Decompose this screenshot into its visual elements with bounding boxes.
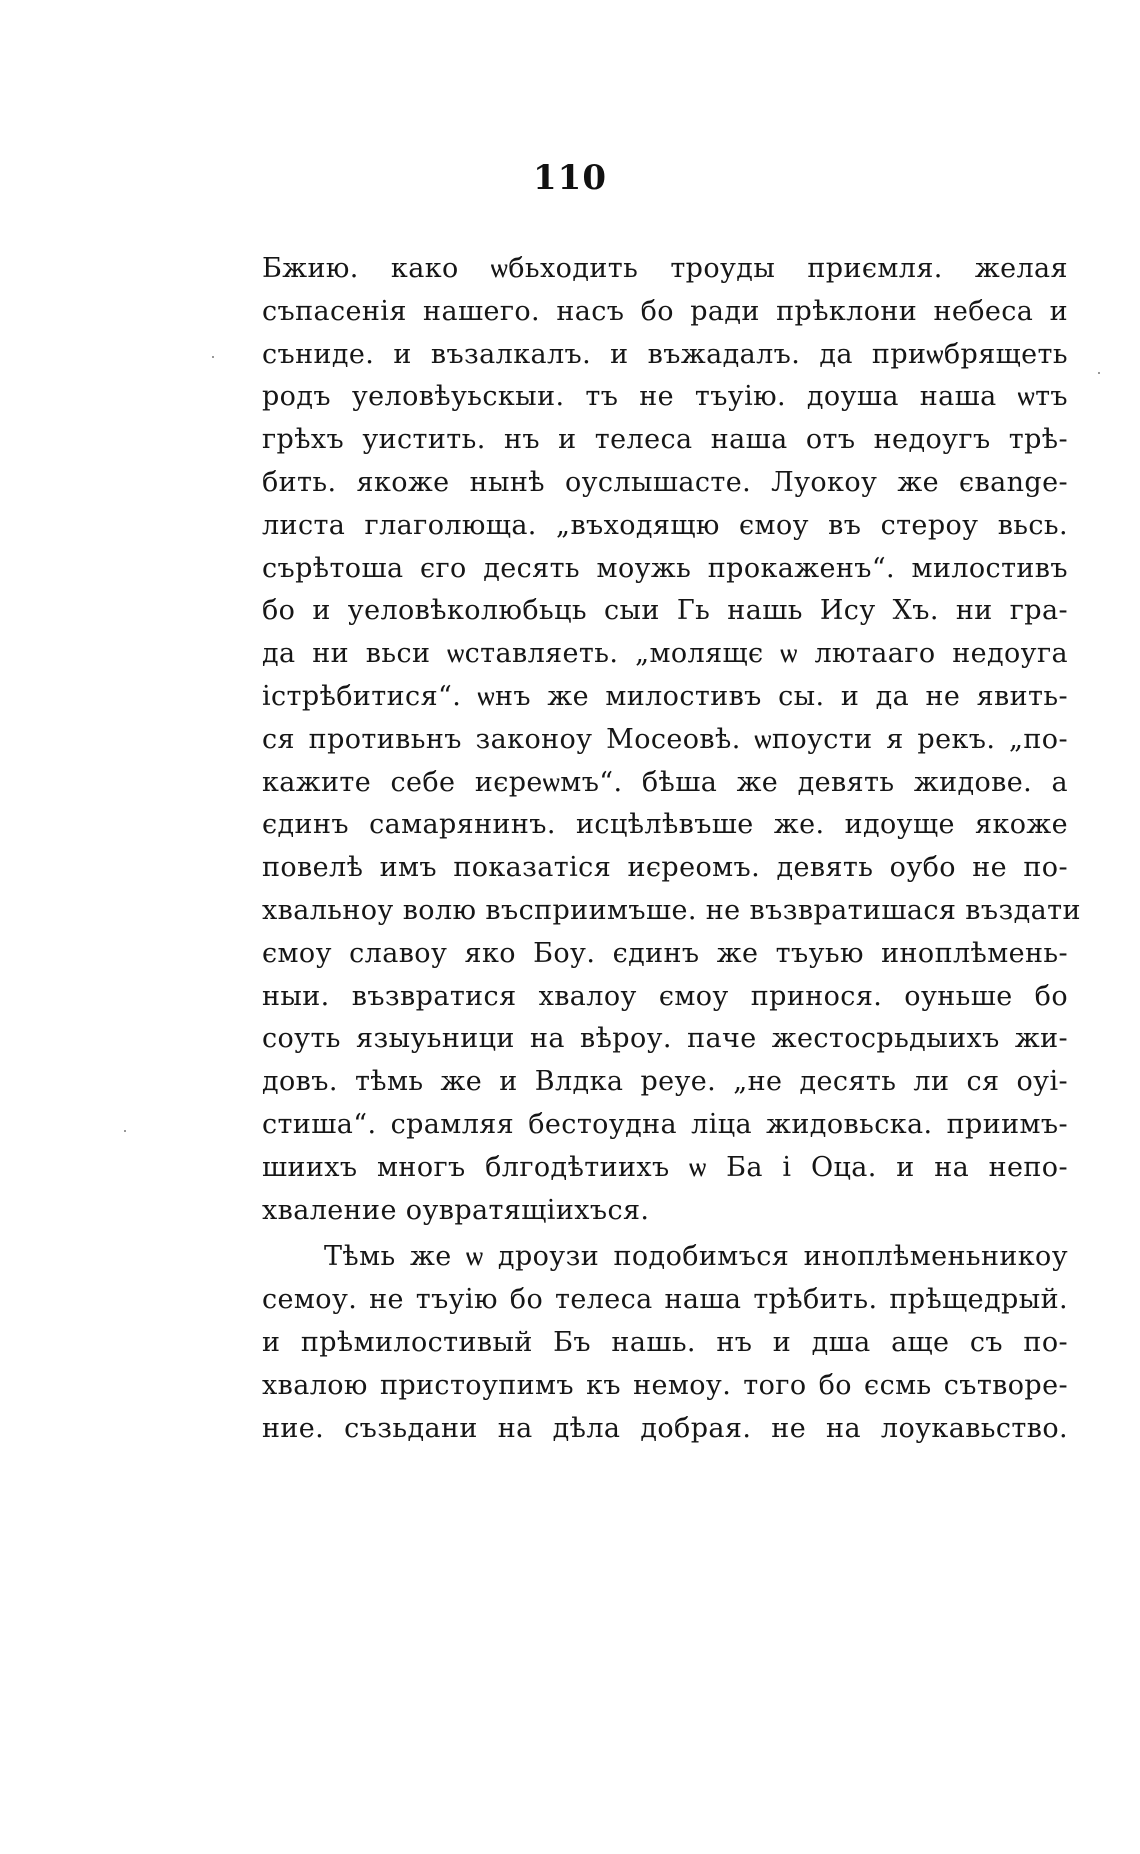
- text-line: листа глаголюща. „въходящю ємоу въ стероу вьсь.: [262, 509, 1068, 541]
- body-text: [262, 248, 1081, 1450]
- text-line: єдинъ самарянинъ. исцѣлѣвъше же. идоуще якоже: [262, 809, 1068, 841]
- text-line: ныи. възвратися хвалоу ємоу принося. оуньше бо: [262, 980, 1068, 1012]
- text-line: стиша“. срамляя бестоудна ліца жидовьска. приимъ-: [262, 1108, 1068, 1140]
- text-line: грѣхъ уистить. нъ и телеса наша отъ недоугъ трѣ-: [262, 424, 1068, 456]
- text-line: повелѣ имъ показатіся иєреомъ. девять оубо не по-: [262, 852, 1068, 884]
- margin-speck: [124, 1130, 126, 1132]
- text-line: шиихъ многъ блгодѣтиихъ ѡ Ба і Оца. и на непо-: [262, 1151, 1068, 1183]
- text-line: съпасенія нашего. насъ бо ради прѣклони небеса и: [262, 295, 1068, 327]
- paragraph: [262, 248, 1081, 1232]
- text-line: ся противьнъ законоу Мосеовѣ. ѡпоусти я рекъ. „по-: [262, 723, 1068, 755]
- text-line: бо и уеловѣколюбьць сыи Гь нашь Ису Хъ. ни гра-: [262, 595, 1068, 627]
- text-line: соуть языуьници на вѣроу. паче жестосрьдыихъ жи-: [262, 1023, 1068, 1055]
- margin-speck: [212, 356, 214, 358]
- text-line: Тѣмь же ѡ дроузи подобимъся иноплѣменьникоу: [324, 1241, 1068, 1273]
- text-line: ємоу славоу яко Боу. єдинъ же тъуью иноплѣмень-: [262, 937, 1068, 969]
- text-line: хваление оувратящіихъся.: [262, 1194, 650, 1226]
- text-line: хвалою пристоупимъ къ немоу. того бо єсмь сътворе-: [262, 1369, 1068, 1401]
- text-line: довъ. тѣмь же и Влдка реуе. „не десять ли ся оуі-: [262, 1066, 1068, 1098]
- text-line: сърѣтоша єго десять моужь прокаженъ“. милостивъ: [262, 552, 1068, 584]
- text-line: семоу. не тъуію бо телеса наша трѣбить. прѣщедрый.: [262, 1284, 1068, 1316]
- text-line: хвальноу волю въсприимъше. не възвратишася въздати: [262, 894, 1081, 926]
- margin-speck: [1098, 372, 1100, 374]
- text-line: істрѣбитися“. ѡнъ же милостивъ сы. и да не явить-: [262, 680, 1068, 712]
- text-line: кажите себе иєреѡмъ“. бѣша же девять жидове. а: [262, 766, 1068, 798]
- text-line: Бжию. како ѡбьходить троуды приємля. желая: [262, 253, 1068, 284]
- text-line: родъ уеловѣуьскыи. тъ не тъуію. доуша наша ѡтъ: [262, 381, 1068, 413]
- text-line: съниде. и възалкалъ. и въжадалъ. да приѡбрящеть: [262, 338, 1068, 370]
- text-line: и прѣмилостивый Бъ нашь. нъ и дша аще съ по-: [262, 1326, 1068, 1358]
- text-line: бить. якоже нынѣ оуслышасте. Луокоу же євange-: [262, 466, 1068, 498]
- text-line: ние. съзьдани на дѣла добрая. не на лоукавьство.: [262, 1412, 1068, 1444]
- page-number: 110: [533, 158, 607, 198]
- text-line: да ни вьси ѡставляеть. „молящє ѡ лютааго недоуга: [262, 638, 1068, 670]
- paragraph: [262, 1236, 1068, 1450]
